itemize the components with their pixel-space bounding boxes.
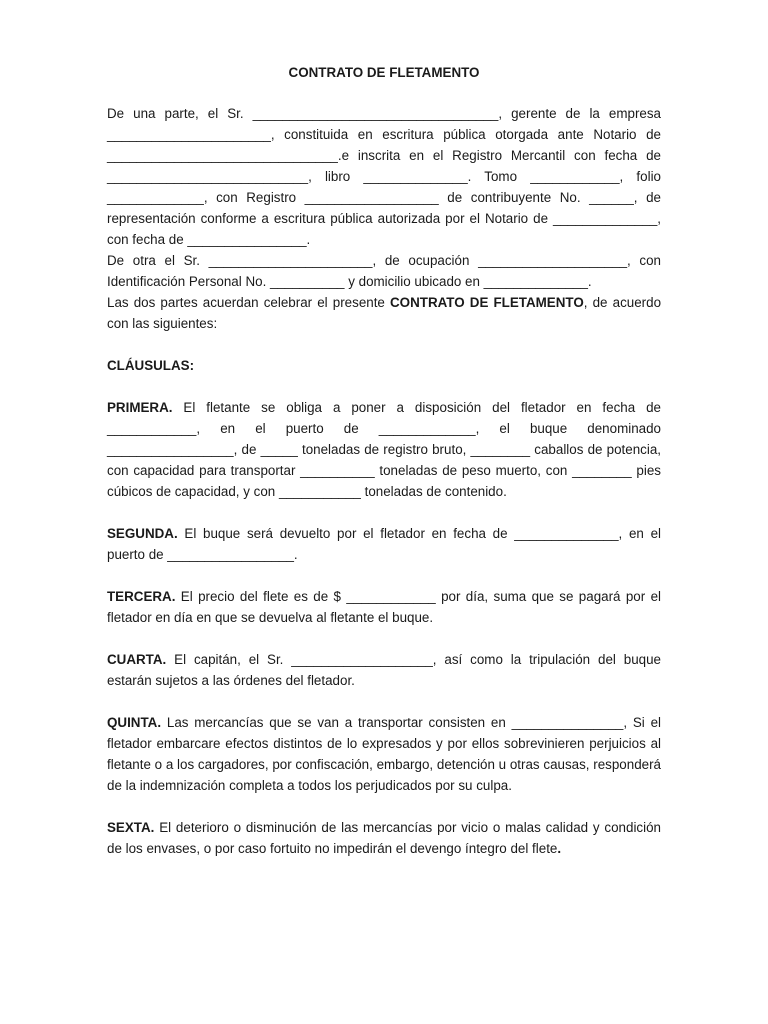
clause-primera-label: PRIMERA. [107, 400, 173, 415]
clause-sexta [107, 817, 661, 859]
clause-quinta-label: QUINTA. [107, 715, 162, 730]
clause-cuarta [107, 649, 661, 691]
clause-segunda-text: El buque será devuelto por el fletador en fecha de ______________, en el puerto de _________________. [107, 526, 661, 562]
intro-second-party: De otra el Sr. ______________________, de ocupación ____________________, con Identificación Personal No. __________ y domicilio ubicado en ______________. [107, 253, 661, 289]
clausulas-heading: CLÁUSULAS: [107, 358, 195, 373]
clause-primera [107, 397, 661, 502]
clause-cuarta-text: El capitán, el Sr. ___________________, así como la tripulación del buque estarán sujetos a las órdenes del fletador. [107, 652, 661, 688]
clause-segunda [107, 523, 661, 565]
clause-primera-text: El fletante se obliga a poner a disposición del fletador en fecha de ____________, en el puerto de _____________, el buque denominado _________________, de _____ toneladas de registro bruto, ________ caballos de potencia, con capacidad para transportar __________ toneladas de peso muerto, con ________ pies cúbicos de capacidad, y con ___________ toneladas de contenido. [107, 400, 661, 499]
intro-agreement-text: Las dos partes acuerdan celebrar el presente [107, 295, 391, 310]
intro-first-party: De una parte, el Sr. _________________________________, gerente de la empresa ______________________, constituida en escritura pública otorgada ante Notario de _______________________________.e inscrita en el Registro Mercantil con fecha de ___________________________, libro ______________. Tomo ____________, folio _____________, con Registro __________________ de contribuyente No. ______, de representación conforme a escritura pública autorizada por el Notario de ______________, con fecha de ________________. [107, 106, 661, 247]
clause-segunda-label: SEGUNDA. [107, 526, 178, 541]
clause-tercera-text: El precio del flete es de $ ____________ por día, suma que se pagará por el fletador en día en que se devuelva al fletante el buque. [107, 589, 661, 625]
document-title: CONTRATO DE FLETAMENTO [288, 65, 480, 80]
clause-sexta-text: El deterioro o disminución de las mercancías por vicio o malas calidad y condición de los envases, o por caso fortuito no impedirán el devengo íntegro del flete [107, 820, 661, 856]
clause-sexta-end: . [557, 841, 562, 856]
document-page [107, 62, 661, 859]
clause-quinta-text: Las mercancías que se van a transportar consisten en _______________, Si el fletador embarcare efectos distintos de lo expresados y por ellos sobrevinieren perjuicios al fletante o a los cargadores, por confiscación, embargo, detención u otras causas, responderá de la indemnización completa a todos los perjudicados por su culpa. [107, 715, 661, 793]
clause-quinta [107, 712, 661, 796]
clause-cuarta-label: CUARTA. [107, 652, 167, 667]
clause-tercera [107, 586, 661, 628]
intro-agreement [107, 292, 661, 334]
clause-sexta-label: SEXTA. [107, 820, 155, 835]
intro-agreement-bold: CONTRATO DE FLETAMENTO [390, 295, 584, 310]
intro-agreement-tail: , de acuerdo con las siguientes: [107, 295, 662, 331]
clause-tercera-label: TERCERA. [107, 589, 176, 604]
